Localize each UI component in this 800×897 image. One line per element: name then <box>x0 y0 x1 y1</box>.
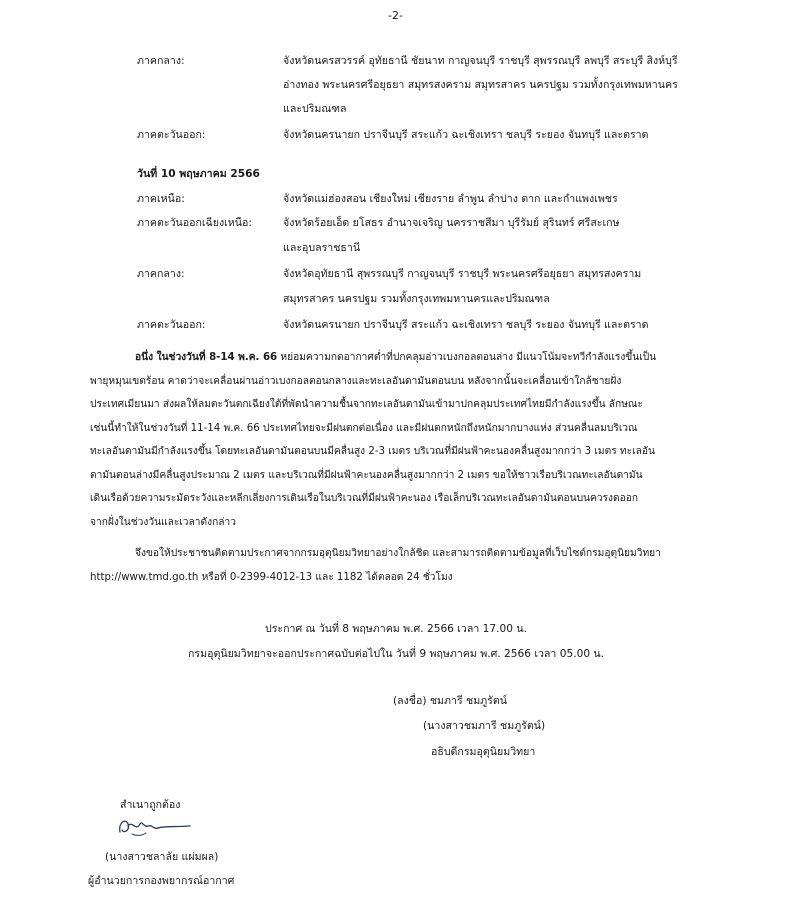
region-label-east-2: ภาคตะวันออก: <box>137 319 206 331</box>
paragraph-line: http://www.tmd.go.th หรือที่ 0-2399-4012-13 และ 1182 ได้ตลอด 24 ชั่วโมง <box>90 571 453 583</box>
date-heading: วันที่ 10 พฤษภาคม 2566 <box>137 168 260 180</box>
region-text-line: และปริมณฑล <box>283 103 347 115</box>
region-text-line: จังหวัดแม่ฮ่องสอน เชียงใหม่ เชียงราย ลำพูน ลำปาง ตาก และกำแพงเพชร <box>283 193 618 205</box>
page-number: -2- <box>388 9 403 22</box>
region-text-line: จังหวัดอุทัยธานี สุพรรณบุรี กาญจนบุรี ราชบุรี พระนครศรีอยุธยา สมุทรสงคราม <box>283 268 642 280</box>
region-label-east-1: ภาคตะวันออก: <box>137 129 206 141</box>
region-text-line: อ่างทอง พระนครศรีอยุธยา สมุทรสงคราม สมุทรสาคร นครปฐม รวมทั้งกรุงเทพมหานคร <box>283 79 678 91</box>
region-text-line: จังหวัดนครนายก ปราจีนบุรี สระแก้ว ฉะเชิงเทรา ชลบุรี ระยอง จันทบุรี และตราด <box>283 319 649 331</box>
paragraph-text: หย่อมความกดอากาศต่ำที่ปกคลุมอ่าวเบงกอลตอนล่าง มีแนวโน้มจะทวีกำลังแรงขึ้นเป็น <box>277 352 657 363</box>
paragraph-line: เช่นนี้ทำให้ในช่วงวันที่ 11-14 พ.ค. 66 ประเทศไทยจะมีฝนตกต่อเนื่อง และมีฝนตกหนักถึงหนักมากบางแห่ง ส่วนคลื่นลมบริเวณ <box>90 422 638 434</box>
region-text-line: และอุบลราชธานี <box>283 242 361 254</box>
signatory-full-name: (นางสาวชมภารี ชมภูรัตน์) <box>423 720 546 732</box>
certified-label: สำเนาถูกต้อง <box>120 799 181 811</box>
paragraph-line: พายุหมุนเขตร้อน คาดว่าจะเคลื่อนผ่านอ่าวเบงกอลตอนกลางและทะเลอันดามันตอนบน หลังจากนั้นจะเคลื่อนเข้าใกล้ชายฝั่ง <box>90 375 622 387</box>
region-label-central-1: ภาคกลาง: <box>137 55 185 67</box>
region-label-north: ภาคเหนือ: <box>137 193 185 205</box>
paragraph-line: ดามันตอนล่างมีคลื่นสูงประมาณ 2 เมตร และบริเวณที่มีฝนฟ้าคะนองคลื่นสูงมากกว่า 2 เมตร ขอให้ชาวเรือบริเวณทะเลอันดามัน <box>90 469 643 481</box>
paragraph-line: ประเทศเมียนมา ส่งผลให้ลมตะวันตกเฉียงใต้ที่พัดนำความชื้นจากทะเลอันดามันเข้ามาปกคลุมประเทศไทยมีกำลังแรงขึ้น ลักษณะ <box>90 399 643 410</box>
paragraph-line <box>90 346 780 370</box>
region-label-northeast: ภาคตะวันออกเฉียงเหนือ: <box>137 217 252 229</box>
announcement-issued: ประกาศ ณ วันที่ 8 พฤษภาคม พ.ศ. 2566 เวลา 17.00 น. <box>265 623 527 635</box>
paragraph-lead: อนึ่ง ในช่วงวันที่ 8-14 พ.ค. 66 <box>135 352 278 363</box>
region-label-central-2: ภาคกลาง: <box>137 268 185 280</box>
signatory-signed-line: (ลงชื่อ) ชมภารี ชมภูรัตน์ <box>393 695 507 707</box>
announcement-next: กรมอุตุนิยมวิทยาจะออกประกาศฉบับต่อไปใน วันที่ 9 พฤษภาคม พ.ศ. 2566 เวลา 05.00 น. <box>188 648 605 660</box>
signatory-position: อธิบดีกรมอุตุนิยมวิทยา <box>431 746 536 758</box>
certified-name: (นางสาวชลาลัย แผ่มผล) <box>105 851 219 863</box>
paragraph-line: จึงขอให้ประชาชนติดตามประกาศจากกรมอุตุนิยมวิทยาอย่างใกล้ชิด และสามารถติดตามข้อมูลที่เว็บไซต์กรมอุตุนิยมวิทยา <box>135 548 661 559</box>
region-text-line: จังหวัดนครสวรรค์ อุทัยธานี ชัยนาท กาญจนบุรี ราชบุรี สุพรรณบุรี ลพบุรี สระบุรี สิงห์บุรี <box>283 55 678 67</box>
paragraph-line: ทะเลอันดามันมีกำลังแรงขึ้น โดยทะเลอันดามันตอนบนมีคลื่นสูง 2-3 เมตร บริเวณที่มีฝนฟ้าคะนองคลื่นสูงมากกว่า 3 เมตร ทะเลอัน <box>90 446 655 457</box>
region-text-line: สมุทรสาคร นครปฐม รวมทั้งกรุงเทพมหานครและปริมณฑล <box>283 293 550 305</box>
paragraph-follow-updates <box>90 542 780 589</box>
paragraph-weather-note <box>90 346 780 534</box>
certified-position: ผู้อำนวยการกองพยากรณ์อากาศ <box>88 875 235 887</box>
paragraph-line: จากฝั่งในช่วงวันและเวลาดังกล่าว <box>90 516 236 528</box>
region-text-line: จังหวัดร้อยเอ็ด ยโสธร อำนาจเจริญ นครราชสีมา บุรีรัมย์ สุรินทร์ ศรีสะเกษ <box>283 217 620 229</box>
region-text-line: จังหวัดนครนายก ปราจีนบุรี สระแก้ว ฉะเชิงเทรา ชลบุรี ระยอง จันทบุรี และตราด <box>283 129 649 141</box>
paragraph-line: เดินเรือด้วยความระมัดระวังและหลีกเลี่ยงการเดินเรือในบริเวณที่มีฝนฟ้าคะนอง เรือเล็กบริเวณทะเลอันดามันตอนบนควรงดออก <box>90 493 639 504</box>
handwritten-signature <box>112 812 202 840</box>
